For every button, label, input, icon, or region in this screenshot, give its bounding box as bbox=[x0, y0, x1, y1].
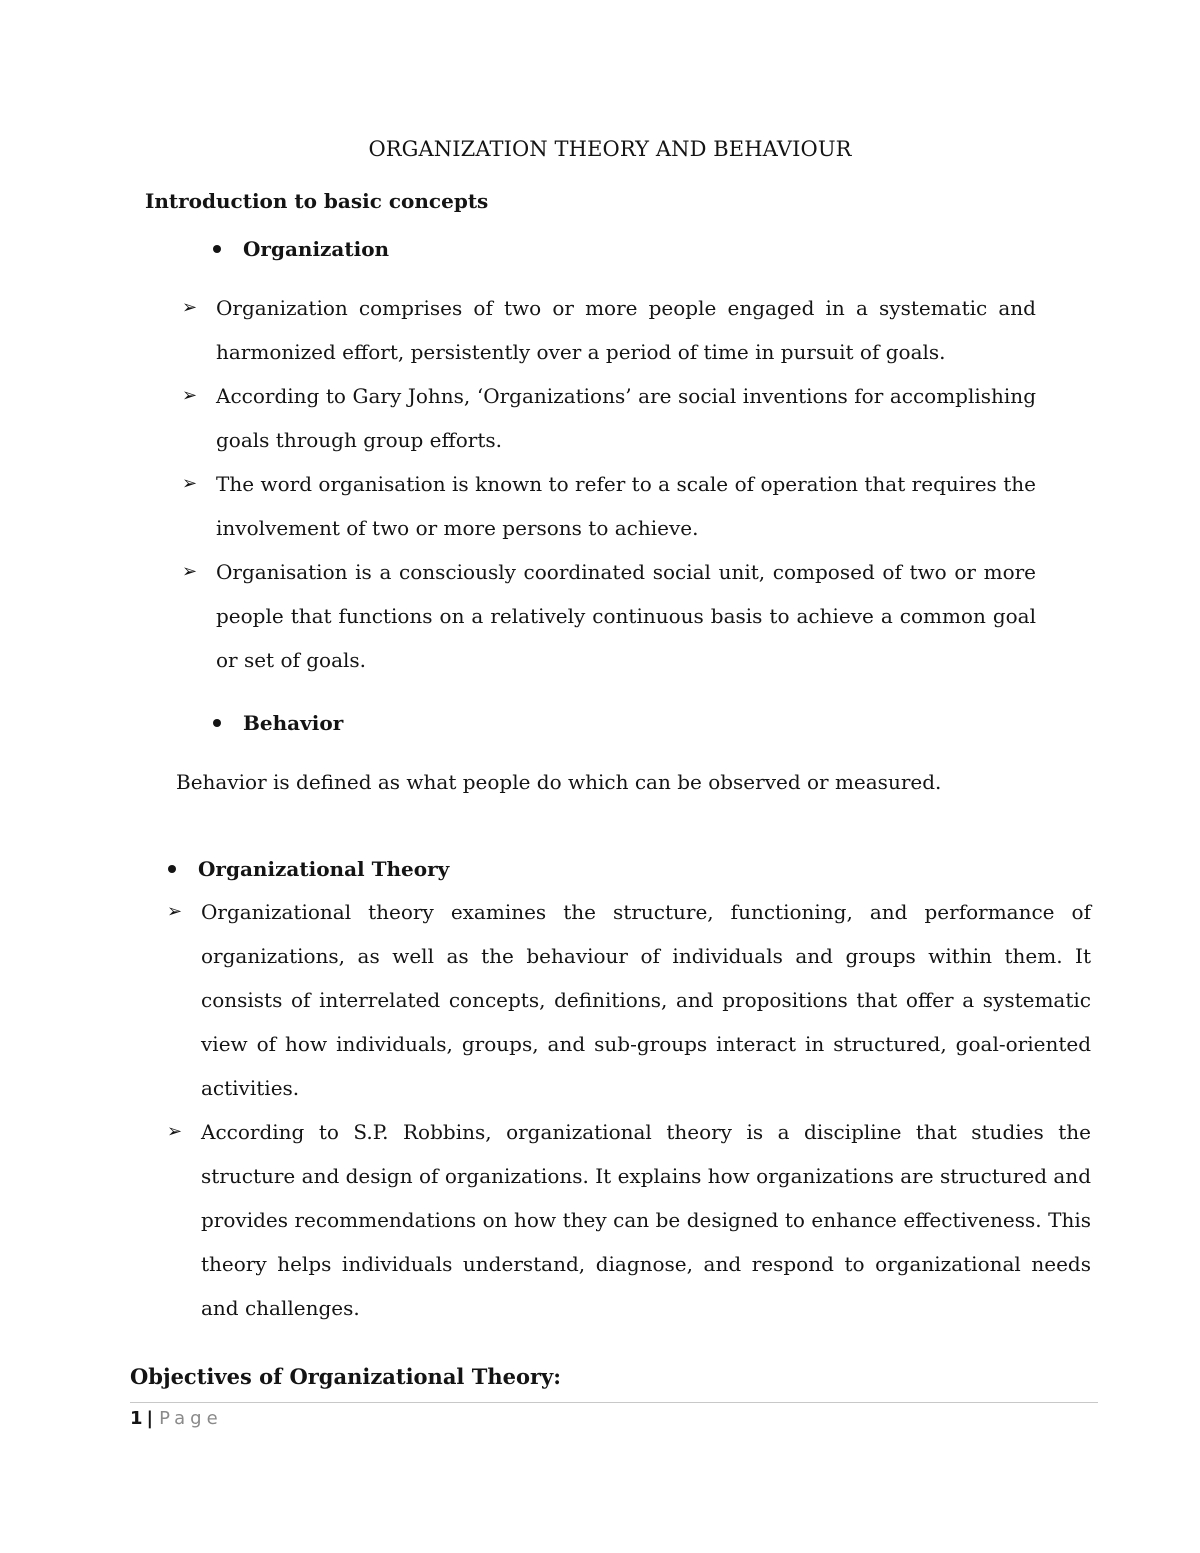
list-item: ➢ The word organisation is known to refer to a scale of operation that requires the involvement of two or more persons to achieve. bbox=[216, 462, 1036, 550]
arrow-bullet-icon: ➢ bbox=[167, 1121, 183, 1142]
page-label: Page bbox=[159, 1408, 223, 1429]
arrow-bullet-icon: ➢ bbox=[167, 901, 183, 922]
bullet-dot-icon bbox=[213, 719, 221, 727]
objectives-heading: Objectives of Organizational Theory: bbox=[130, 1364, 562, 1389]
organization-points bbox=[182, 286, 1036, 682]
arrow-bullet-icon: ➢ bbox=[182, 385, 198, 406]
arrow-bullet-icon: ➢ bbox=[182, 561, 198, 582]
topic-organization-label: Organization bbox=[243, 237, 390, 261]
list-item: ➢ Organization comprises of two or more people engaged in a systematic and harmonized effort, persistently over a period of time in pursuit of goals. bbox=[216, 286, 1036, 374]
intro-heading: Introduction to basic concepts bbox=[145, 189, 489, 213]
arrow-bullet-icon: ➢ bbox=[182, 297, 198, 318]
organizational-theory-points bbox=[167, 890, 1091, 1330]
topic-behavior bbox=[213, 708, 343, 738]
footer-divider bbox=[130, 1402, 1098, 1403]
bullet-dot-icon bbox=[213, 245, 221, 253]
bullet-dot-icon bbox=[168, 865, 176, 873]
footer-separator: | bbox=[146, 1408, 154, 1429]
list-item: ➢ Organizational theory examines the structure, functioning, and performance of organizations, as well as the behaviour of individuals and groups within them. It consists of interrelated concepts, definitions, and propositions that offer a systematic view of how individuals, groups, and sub-groups interact in structured, goal-oriented activities. bbox=[201, 890, 1091, 1110]
topic-behavior-label: Behavior bbox=[243, 711, 344, 735]
topic-organizational-theory-label: Organizational Theory bbox=[198, 857, 450, 881]
behavior-definition: Behavior is defined as what people do which can be observed or measured. bbox=[176, 770, 942, 794]
page-footer bbox=[130, 1406, 223, 1432]
page-number: 1 bbox=[130, 1408, 143, 1429]
document-title: ORGANIZATION THEORY AND BEHAVIOUR bbox=[368, 137, 852, 161]
list-item: ➢ According to Gary Johns, ‘Organizations’ are social inventions for accomplishing goals through group efforts. bbox=[216, 374, 1036, 462]
list-item: ➢ According to S.P. Robbins, organizational theory is a discipline that studies the structure and design of organizations. It explains how organizations are structured and provides recommendations on how they can be designed to enhance effectiveness. This theory helps individuals understand, diagnose, and respond to organizational needs and challenges. bbox=[201, 1110, 1091, 1330]
list-item: ➢ Organisation is a consciously coordinated social unit, composed of two or more people that functions on a relatively continuous basis to achieve a common goal or set of goals. bbox=[216, 550, 1036, 682]
arrow-bullet-icon: ➢ bbox=[182, 473, 198, 494]
topic-organization bbox=[213, 234, 389, 264]
topic-organizational-theory bbox=[168, 854, 449, 884]
